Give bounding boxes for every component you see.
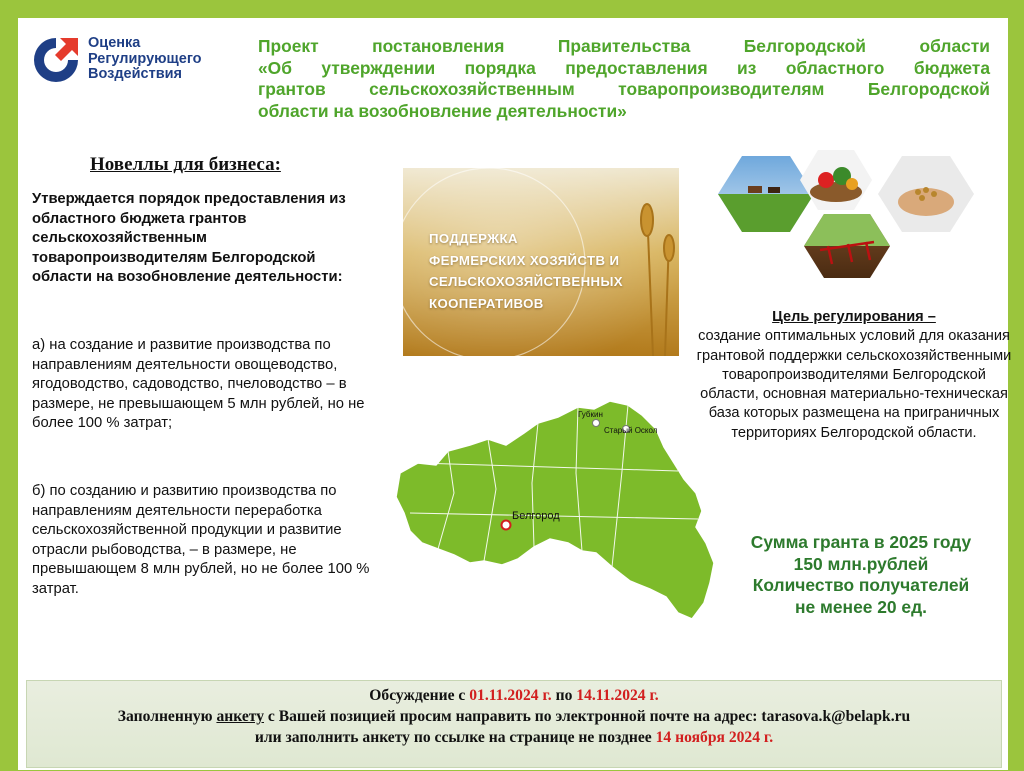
goal-heading: Цель регулирования – [772, 309, 936, 325]
grant-line-4: не менее 20 ед. [795, 596, 927, 617]
belgorod-label: Белгород [512, 510, 560, 522]
orv-logo [30, 34, 250, 90]
belgorod-region-map [378, 393, 718, 628]
deadline-prefix: или заполнить анкету по ссылке на странице не позднее [254, 729, 656, 746]
banner-line-3: СЕЛЬСКОХОЗЯЙСТВЕННЫХ [429, 274, 623, 289]
grant-line-1: Сумма гранта в 2025 году [750, 532, 972, 552]
grant-line-2: 150 млн.рублей [793, 553, 929, 574]
discussion-footer [26, 680, 1002, 768]
deadline-instruction [27, 727, 1001, 748]
grant-summary [718, 532, 1004, 618]
cows-pasture-photo [718, 156, 814, 232]
email-prefix: Заполненную [117, 708, 217, 725]
date-to: 14.11.2024 г. [576, 687, 659, 704]
novels-heading: Новеллы для бизнеса: [90, 154, 281, 175]
deadline-date: 14 ноября 2024 г. [655, 729, 774, 746]
agriculture-hexagon-photos [708, 142, 978, 282]
discussion-dates [27, 685, 1001, 706]
novel-item-a: а) на создание и развитие производства по направлениям деятельности овощеводство, ягодоводство, садоводство, пчеловодство – в размере, не превышающем 5 млн рублей, но не более 100 % затрат; [32, 337, 365, 431]
email-instruction [27, 706, 1001, 727]
goal-text: создание оптимальных условий для оказания грантовой поддержки сельскохозяйственными товаропроизводителями Белгородской области, основная материально-техническая база которых размещена на приграничных территориях Белгородской области. [696, 328, 1012, 441]
survey-link[interactable]: анкету [216, 708, 264, 725]
logo-line-3: Воздействия [88, 66, 182, 82]
logo-line-2: Регулирующего [88, 50, 202, 67]
novels-intro: Утверждается порядок предоставления из областного бюджета грантов сельскохозяйственным товаропроизводителям Белгородской области на возобновление деятельности: [32, 191, 346, 285]
belgorod-marker [502, 521, 511, 530]
slide [18, 18, 1012, 770]
gubkin-label: Губкин [578, 410, 603, 419]
logo-line-1: Оценка [88, 35, 141, 51]
gubkin-marker [593, 420, 600, 427]
banner-line-1: ПОДДЕРЖКА [429, 231, 518, 246]
orv-logo-text [88, 36, 202, 83]
discussion-mid: по [551, 687, 577, 704]
banner-line-4: КООПЕРАТИВОВ [429, 295, 544, 311]
orv-logo-icon [30, 34, 82, 86]
novel-item-b: б) по созданию и развитию производства по направлениям деятельности переработка сельскохозяйственной продукции и развитие отрасли рыбоводства, – в размере, не превышающем 8 млн рублей, но не более 100 % затрат. [32, 483, 370, 597]
grant-line-3: Количество получателей [752, 575, 970, 595]
tractor-field-photo [804, 214, 890, 278]
project-title [258, 36, 990, 122]
discussion-prefix: Обсуждение с [369, 687, 470, 704]
email-rest: с Вашей позицией просим направить по электронной почте на адрес: tarasova.k@belapk.ru [264, 708, 911, 725]
title-line-2: «Об утверждении порядка предоставления из областного бюджета [258, 57, 990, 78]
banner-caption [429, 228, 623, 314]
title-line-4: области на возобновление деятельности» [258, 100, 627, 121]
grain-hand-photo [878, 156, 974, 232]
title-line-1: Проект постановления Правительства Белгородской области [258, 36, 990, 56]
stary-oskol-label: Старый Оскол [604, 426, 658, 435]
banner-line-2: ФЕРМЕРСКИХ ХОЗЯЙСТВ И [429, 252, 620, 268]
date-from: 01.11.2024 г. [469, 687, 552, 704]
title-line-3: грантов сельскохозяйственным товаропроизводителям Белгородской [258, 79, 990, 99]
regulation-goal [694, 308, 1014, 443]
vegetables-basket-photo [800, 150, 872, 210]
support-banner-image [403, 168, 679, 356]
